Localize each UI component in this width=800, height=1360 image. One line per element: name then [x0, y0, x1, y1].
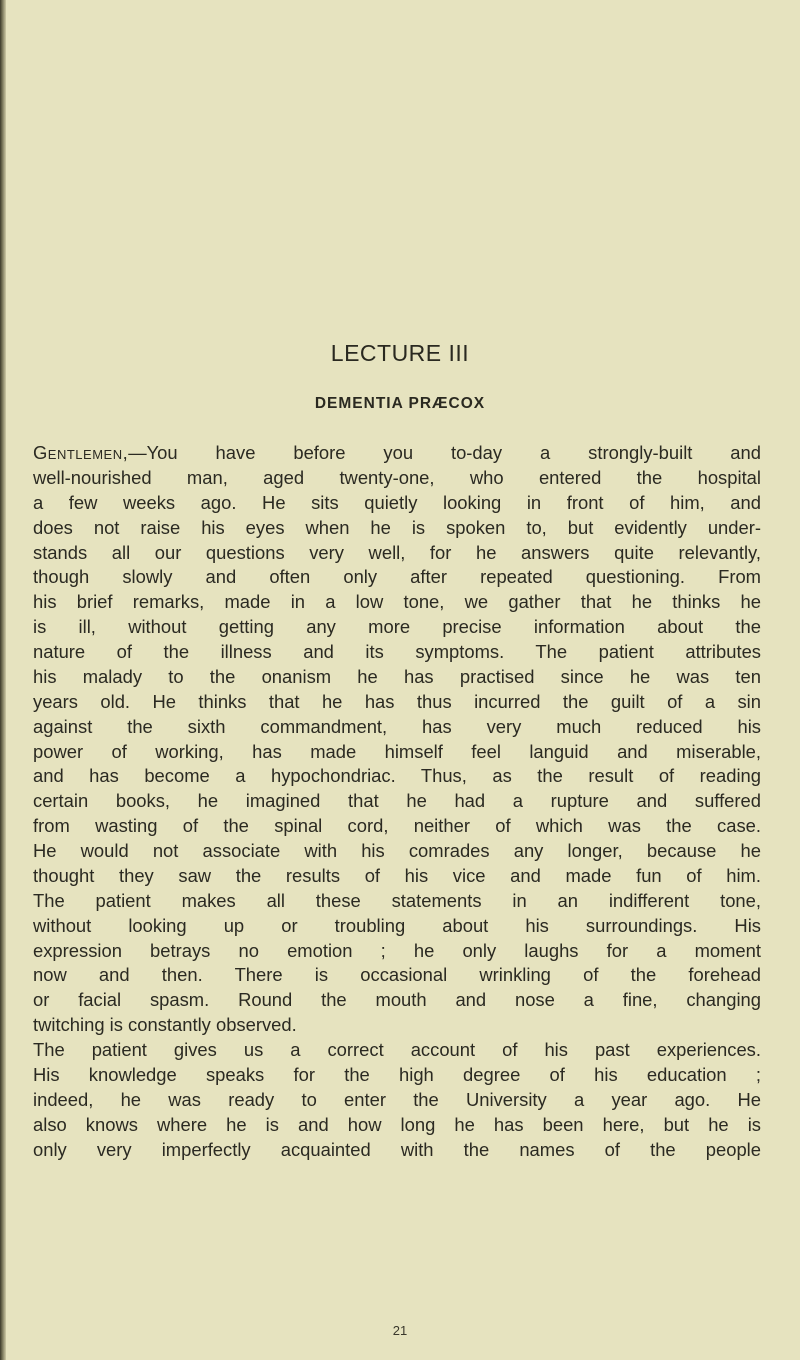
- text-line: also knows where he is and how long he has been here, but he is: [33, 1113, 761, 1135]
- text-line: The patient makes all these statements in an indifferent tone,: [33, 889, 761, 911]
- line-text: —You have before you to-day a strongly-built and: [128, 442, 761, 463]
- text-line: expression betrays no emotion ; he only laughs for a moment: [33, 939, 761, 961]
- text-line: without looking up or troubling about his surroundings. His: [33, 914, 761, 936]
- text-line: only very imperfectly acquainted with the names of the people: [33, 1138, 761, 1160]
- text-line: now and then. There is occasional wrinkling of the forehead: [33, 964, 761, 986]
- text-line: a few weeks ago. He sits quietly looking in front of him, and: [33, 491, 761, 513]
- text-line: is ill, without getting any more precise information about the: [33, 616, 761, 638]
- text-line: He would not associate with his comrades any longer, because he: [33, 840, 761, 861]
- text-line: or facial spasm. Round the mouth and nose a fine, changing: [33, 989, 761, 1011]
- chapter-title: DEMENTIA PRÆCOX: [314, 395, 486, 412]
- text-line: certain books, he imagined that he had a rupture and suffered: [33, 790, 761, 812]
- text-line: stands all our questions very well, for he answers quite relevantly,: [33, 541, 761, 563]
- text-line: though slowly and often only after repeated questioning. From: [33, 566, 761, 588]
- text-line: against the sixth commandment, has very much reduced his: [33, 715, 761, 737]
- text-line: from wasting of the spinal cord, neither of which was the case.: [33, 815, 761, 837]
- text-line: The patient gives us a correct account of his past experiences.: [33, 1039, 761, 1060]
- text-line: and has become a hypochondriac. Thus, as the result of reading: [33, 765, 761, 787]
- body-text: [33, 441, 761, 1162]
- page-number: 21: [392, 1323, 408, 1338]
- text-line: years old. He thinks that he has thus incurred the guilt of a sin: [33, 690, 761, 712]
- text-line: does not raise his eyes when he is spoken to, but evidently under-: [33, 516, 761, 538]
- text-line: his brief remarks, made in a low tone, we gather that he thinks he: [33, 591, 761, 613]
- text-line: indeed, he was ready to enter the University a year ago. He: [33, 1088, 761, 1110]
- salutation: Gentlemen,: [33, 442, 129, 463]
- lecture-heading: LECTURE III: [330, 340, 470, 366]
- text-line: well-nourished man, aged twenty-one, who entered the hospital: [33, 466, 761, 488]
- text-line: his malady to the onanism he has practised since he was ten: [33, 665, 761, 687]
- text-line: nature of the illness and its symptoms. The patient attributes: [33, 641, 761, 662]
- page-binding-edge: [0, 0, 6, 1360]
- text-line: His knowledge speaks for the high degree of his education ;: [33, 1063, 761, 1085]
- text-line: power of working, has made himself feel languid and miserable,: [33, 740, 761, 762]
- text-line: [33, 441, 761, 466]
- text-line: thought they saw the results of his vice and made fun of him.: [33, 864, 761, 886]
- text-line: twitching is constantly observed.: [33, 1014, 297, 1036]
